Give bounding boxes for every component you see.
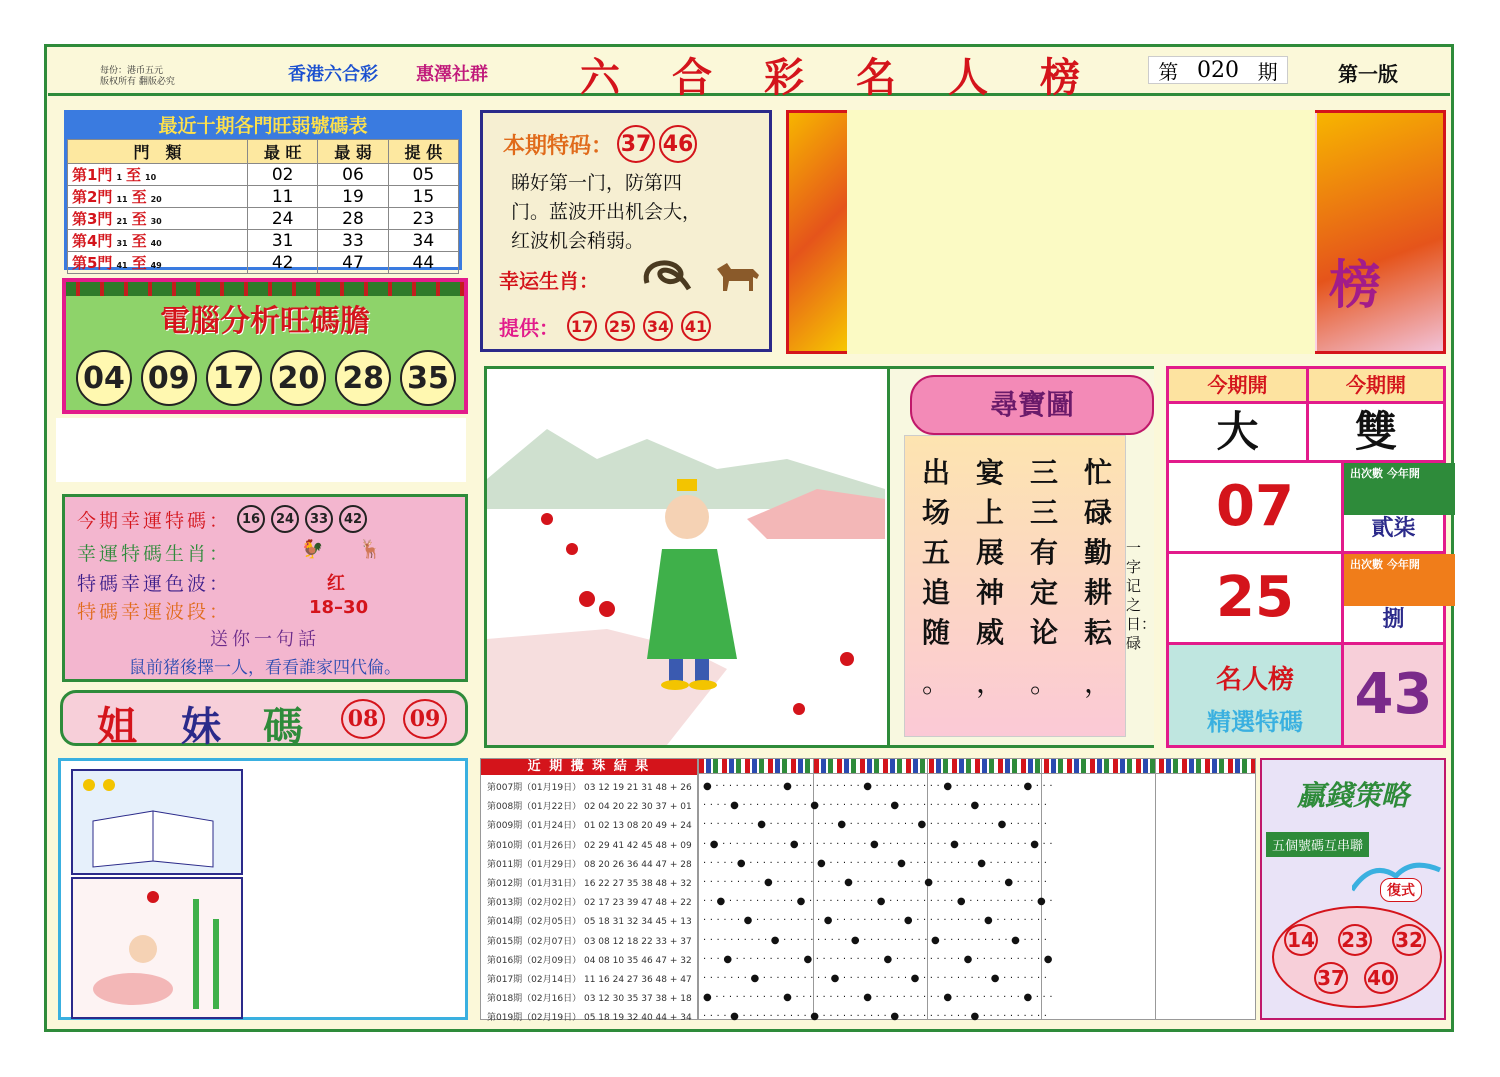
range-to-label: 至 [131,254,147,272]
special-code-panel [480,110,772,352]
draw-period: 第013期（02月02日） [487,898,582,909]
draw-balls: 02 17 23 39 47 48 + 22 [583,898,692,909]
draw-balls: 16 22 27 35 38 48 + 32 [583,878,692,889]
today-size: 大 [1169,404,1309,463]
grid-divider [1155,759,1156,1019]
gate-label: 第1門 [72,166,113,184]
count-value-2: 捌 [1344,598,1443,645]
banner-blank [847,110,1315,354]
draw-period: 第008期（01月22日） [487,802,582,813]
lucky-range-label: 特碼幸運波段： [77,601,232,623]
provide-label: 提供： [499,315,559,340]
sister-char: 姐 [97,704,137,750]
draw-row [487,837,697,856]
book-icon [73,771,237,869]
count-label: 出次數 [1350,467,1383,480]
banner-panel [786,110,1446,354]
computer-numbers [76,350,456,406]
table-header: 最 旺 [248,140,318,164]
issue-box [1148,56,1288,84]
draw-row [487,913,697,932]
draw-row [487,952,697,971]
blank-strip [56,418,466,482]
table-row [68,186,459,208]
today-number-1: 07 [1169,463,1344,554]
draw-balls: 05 18 19 32 40 44 + 34 [583,1013,692,1024]
holly-border [66,282,464,296]
provide-number: 41 [681,311,711,341]
count-label: 今年開 [1386,558,1420,571]
max-value: 42 [248,252,318,274]
title-char: 人 [948,54,988,101]
sister-code-panel [60,690,468,750]
poem-punct: 。 [921,666,950,699]
title-char: 彩 [764,54,804,101]
title-char: 合 [672,54,712,101]
range-to-label: 至 [131,210,147,228]
count-value-1: 貳柒 [1344,507,1443,554]
strategy-tag: 復式 [1380,878,1422,902]
special-text [511,169,701,256]
table-row [68,208,459,230]
provide-number: 34 [643,311,673,341]
draw-period: 第009期（01月24日） [487,821,582,832]
strategy-number: 40 [1364,962,1398,994]
poem-punct: ， [975,666,1004,699]
sister-char: 妹 [181,704,221,750]
bamboo-icon [73,879,237,1013]
dot-row: ·····●··········●··········●··········●········· [703,857,1051,869]
min-value: 33 [318,230,388,252]
dot-row: ··········●··········●··········●··········●···· [703,934,1051,946]
horse-icon [709,255,765,297]
range-from: 41 [116,261,128,270]
poem-column: 出场五追随 [921,456,950,649]
min-value: 06 [318,164,388,186]
poem-punct: ， [1083,666,1112,699]
draw-period: 第011期（01月29日） [487,859,582,870]
min-value: 19 [318,186,388,208]
results-panel [480,758,698,1024]
fame-box [1169,645,1344,745]
table-header: 門 類 [68,140,248,164]
max-value: 24 [248,208,318,230]
today-label: 今期開 [1309,369,1443,404]
range-to: 49 [150,261,162,270]
gate-label: 第3門 [72,210,113,228]
results-title: 近 期 攪 珠 結 果 [481,759,697,775]
draw-row [487,779,697,798]
range-to: 30 [150,217,162,226]
lucky-animal-label: 幸运生肖： [499,269,599,293]
picture-panel-small [58,758,468,1020]
provide-number: 25 [605,311,635,341]
dot-row: ·········●··········●··········●··········●····· [703,877,1051,888]
computer-analysis-panel [62,278,468,414]
lucky-row-1 [77,505,367,533]
range-to-label: 至 [131,232,147,250]
special-text-line: 红波机会稍弱。 [511,230,645,252]
gate-label: 第5門 [72,254,113,272]
fame-label: 名人榜 [1215,665,1294,695]
range-from: 21 [116,217,128,226]
dot-row: ·●··········●··········●··········●··········●·· [703,838,1057,850]
computer-title: 電腦分析旺碼膽 [160,304,370,339]
strategy-title: 贏錢策略 [1296,779,1409,812]
special-text-line: 睇好第一门，防第四 [511,172,683,194]
community-name: 惠澤社群 [416,64,488,85]
dot-row: ···●··········●··········●··········●··········● [703,953,1057,965]
special-number: 37 [617,125,655,163]
draw-period: 第007期（01月19日） [487,783,582,793]
draw-balls: 08 20 26 36 44 47 + 28 [583,859,692,870]
dot-row: ····●··········●··········●··········●·········· [703,800,1051,812]
draw-period: 第016期（02月09日） [487,955,582,966]
title-char: 榜 [1040,54,1080,101]
strategy-number: 32 [1392,924,1426,956]
min-value: 28 [318,208,388,230]
treasure-panel [887,369,1157,745]
range-to: 20 [150,195,162,204]
dot-row: ·······●··········●··········●··········●······· [703,973,1051,984]
strategy-number: 14 [1284,924,1318,956]
gate-label: 第2門 [72,188,113,206]
strategy-number: 23 [1338,924,1372,956]
deer-icon: 🦌 [359,539,382,560]
issue-number: 020 [1196,57,1239,83]
dot-row: ······●··········●··········●··········●········ [703,915,1051,927]
draw-balls: 02 04 20 22 30 37 + 01 [583,802,692,813]
strength-table [67,139,459,274]
today-number-2: 25 [1169,554,1344,645]
draw-period: 第019期（02月19日） [487,1013,582,1024]
range-from: 11 [116,195,128,204]
poem-column: 忙碌勤耕耘 [1083,456,1112,649]
issue-suffix: 期 [1257,59,1278,84]
book-illustration [71,769,243,875]
gate-label: 第4門 [72,232,113,250]
count-label: 出次數 [1350,558,1383,571]
edition-label: 第一版 [1338,62,1398,86]
range-to-label: 至 [131,188,147,206]
special-label: 本期特码： [503,133,614,159]
strategy-number: 37 [1314,962,1348,994]
number-ball: 04 [76,350,132,406]
special-number: 46 [659,125,697,163]
number-ball: 28 [335,350,391,406]
special-text-line: 门。蓝波开出机会大， [511,201,702,223]
draw-row [487,798,697,817]
give-value: 23 [388,208,458,230]
max-value: 11 [248,186,318,208]
number-ball: 35 [400,350,456,406]
sister-char: 碼 [263,704,303,750]
dot-grid-panel [698,758,1256,1023]
results-list [481,775,697,1028]
draw-period: 第015期（02月07日） [487,936,582,947]
number-ball: 17 [206,350,262,406]
draw-row [487,875,697,894]
sister-number: 09 [403,699,447,739]
draw-balls: 11 16 24 27 36 48 + 47 [583,974,692,985]
provide-number: 17 [567,311,597,341]
draw-balls: 03 12 19 21 31 48 + 26 [583,783,692,793]
table-row [68,164,459,186]
title-char: 名 [856,54,896,101]
saying-title: 送你一句話 [210,629,320,650]
poem-side-note: 一字记之日：碌 [1126,539,1157,652]
draw-balls: 01 02 13 08 20 49 + 24 [583,821,692,832]
dot-row: ········●··········●··········●··········●······ [703,819,1051,831]
draw-balls: 05 18 31 32 34 45 + 13 [583,917,692,928]
draw-row [487,856,697,875]
strategy-subtitle: 五個號碼互串聯 [1266,832,1369,857]
draw-period: 第014期（02月05日） [487,917,582,928]
table-header: 提 供 [388,140,458,164]
table-row [68,230,459,252]
provide-row [499,311,711,341]
table-row [68,252,459,274]
draw-row [487,894,697,913]
main-title [554,46,1114,103]
picture-panel [484,366,1157,748]
poem-punct: 。 [1029,666,1058,699]
draw-balls: 02 29 41 42 45 48 + 09 [583,840,692,851]
bamboo-illustration [71,877,243,1019]
lucky-number: 42 [339,505,367,533]
poem-column: 三三有定论 [1029,456,1058,649]
header-bar [48,48,1450,101]
copyright-note: 版权所有 翻版必究 [100,77,175,87]
give-value: 05 [388,164,458,186]
draw-balls: 03 08 12 18 22 33 + 37 [583,936,692,947]
min-value: 47 [318,252,388,274]
table-header: 最 弱 [318,140,388,164]
site-name: 香港六合彩 [288,64,378,85]
fame-sub: 精選特碼 [1207,708,1303,736]
draw-row [487,1009,697,1028]
lucky-color-label: 特碼幸運色波： [77,573,232,595]
range-from: 31 [116,239,128,248]
lucky-range-value: 18–30 [309,597,369,618]
lucky-panel [62,494,468,682]
saying-text: 鼠前猪後擇一人，看看誰家四代倫。 [129,658,401,678]
range-to-label: 至 [126,166,142,184]
banner-left-art [789,113,849,351]
give-value: 44 [388,252,458,274]
snake-icon [639,253,693,293]
draw-row [487,933,697,952]
issue-prefix: 第 [1158,59,1179,84]
ball-color-strip [699,759,1255,774]
lucky-zodiac-label: 幸運特碼生肖： [77,543,232,565]
price-note: 每份：港币五元 [100,66,164,76]
poem-column: 宴上展神威 [975,456,1004,649]
max-value: 31 [248,230,318,252]
draw-balls: 04 08 10 35 46 47 + 32 [583,955,692,966]
dot-row: ··●··········●··········●··········●··········●· [703,896,1057,908]
today-label: 今期開 [1169,369,1309,404]
sister-number: 08 [341,699,385,739]
range-to: 40 [150,239,162,248]
draw-balls: 03 12 30 35 37 38 + 18 [583,994,692,1005]
lucky-number: 16 [237,505,265,533]
banner-char: 榜 [1329,256,1382,316]
draw-period: 第012期（01月31日） [487,878,582,889]
strength-table-title: 最近十期各門旺弱號碼表 [67,113,459,139]
scene-illustration [487,369,885,745]
lucky-code-label: 今期幸運特碼： [77,509,232,532]
lucky-number: 33 [305,505,333,533]
range-from: 1 [116,173,123,182]
draw-row [487,971,697,990]
lucky-color-value: 红 [327,573,345,594]
treasure-title: 尋寶圖 [910,375,1154,435]
fame-number: 43 [1344,645,1443,745]
today-panel [1166,366,1446,748]
rooster-icon: 🐓 [301,539,324,560]
draw-period: 第018期（02月16日） [487,994,582,1005]
strength-table-panel [64,110,462,273]
draw-period: 第010期（01月26日） [487,840,582,851]
give-value: 15 [388,186,458,208]
draw-row [487,990,697,1009]
dot-row: ●··········●··········●··········●··········●··· [703,781,1057,792]
max-value: 02 [248,164,318,186]
title-char: 六 [580,54,620,101]
draw-row [487,817,697,836]
number-ball: 09 [141,350,197,406]
lucky-number: 24 [271,505,299,533]
strategy-ellipse [1272,906,1442,1008]
draw-period: 第017期（02月14日） [487,974,582,985]
range-to: 10 [145,173,157,182]
today-parity: 雙 [1309,404,1443,463]
dot-row: ····●··········●··········●··········●·········· [703,1011,1051,1023]
number-ball: 20 [270,350,326,406]
special-row [503,125,697,163]
count-label: 今年開 [1386,467,1420,480]
strategy-panel [1260,758,1446,1020]
dot-row: ●··········●··········●··········●··········●··· [703,992,1057,1004]
give-value: 34 [388,230,458,252]
